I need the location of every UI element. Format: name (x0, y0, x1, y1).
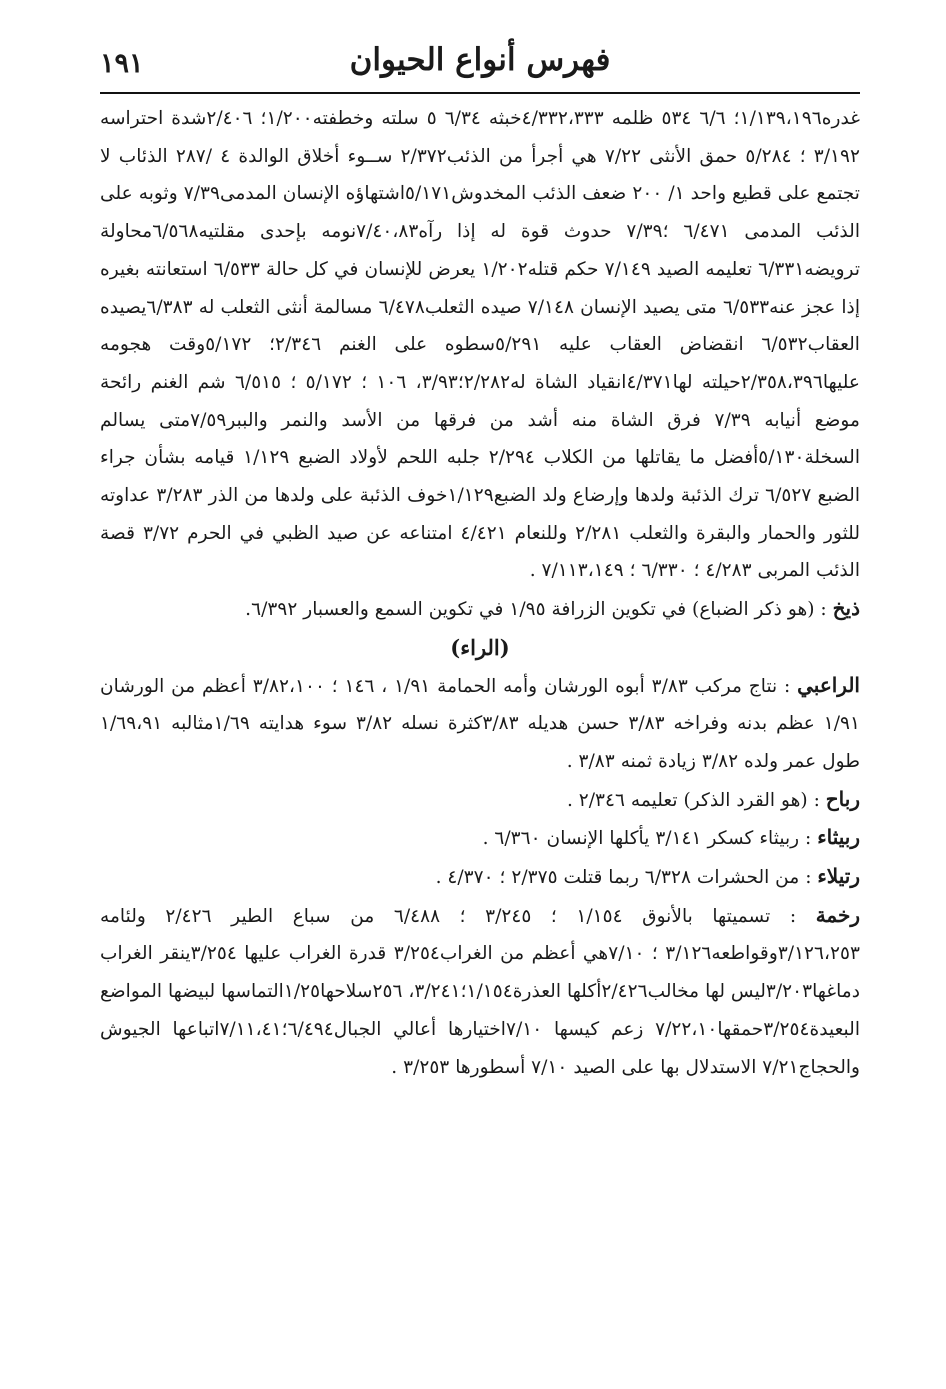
index-content (100, 94, 860, 1086)
entry-text: : ربيثاء كسكر ٣/١٤١ يأكلها الإنسان ٦/٣٦٠ . (482, 828, 818, 850)
entry-term: الراعبي (797, 672, 860, 697)
entry-term: رباح (825, 786, 860, 811)
entry-rakhama (100, 897, 860, 1087)
page-number: ١٩١ (100, 48, 144, 79)
entry-text: : من الحشرات ٦/٣٢٨ ربما قتلت ٢/٣٧٥ ؛ ٤/٣٧٠ . (435, 867, 818, 889)
entry-text: : نتاج مركب ٣/٨٣ أبوه الورشان وأمه الحمامة ١/٩١ ، ١٤٦ ؛ ٣/٨٢،١٠٠ أعظم من الورشان ١/٩١ عظم بدنه وفراخه ٣/٨٣ حسن هديله ٣/٨٣كثرة نسله ٣/٨٢ سوء هدايته ١/٦٩مثالبه ١/٦٩،٩١ طول عمر ولده ٣/٨٢ زيادة ثمنه ٣/٨٣ . (100, 675, 860, 772)
entry-rubaytha (100, 819, 860, 858)
entry-term: ذيخ (832, 596, 860, 621)
page-title: فهرس أنواع الحيوان (349, 42, 611, 78)
entry-text: : (هو القرد الذكر) تعليمه ٢/٣٤٦ . (566, 789, 826, 811)
entry-term: رخمة (815, 902, 861, 927)
section-heading-raa: (الراء) (450, 634, 510, 660)
entry-text: : (هو ذكر الضباع) في تكوين الزرافة ١/٩٥ في تكوين السمع والعسبار ٦/٣٩٢. (245, 599, 833, 621)
entry-rutayla (100, 858, 860, 897)
entry-dhaykh (100, 590, 860, 629)
entry-wolf-continued: غدره١/١٣٩،١٩٦؛ ٦/٦ ٥٣٤ ظلمه ٤/٣٣٢،٣٣٣خبثه ٦/٣٤ ٥ سلته وخطفته١/٢٠٠؛ ٢/٤٠٦شدة احتراسه ٣/١٩٢ ؛ ٥/٢٨٤ حمق الأنثى ٧/٢٢ هي أجرأ من الذئب٢/٣٧٢ ســوء أخلاق الوالدة ٤ /٢٨٧ الذئاب لا تجتمع على قطيع واحد ١/ ٢٠٠ ضعف الذئب المخدوش٥/١٧١اشتهاؤه الإنسان المدمى٧/٣٩ وثوبه على الذئب المدمى ٦/٤٧١ ؛٧/٣٩ حدوث قوة له إذا رآه٧/٤٠،٨٣نومه بإحدى مقلتيه٦/٥٦٨محاولة ترويضه٦/٣٣١ تعليمه الصيد ٧/١٤٩ حكم قتله١/٢٠٢ يعرض للإنسان في كل حالة ٦/٥٣٣ استعانته بغيره إذا عجز عنه٦/٥٣٣ متى يصيد الإنسان ٧/١٤٨ صيده الثعلب٦/٤٧٨ مسالمة أنثى الثعلب له ٦/٣٨٣يصيده العقاب٦/٥٣٢ انقضاض العقاب عليه ٥/٢٩١سطوه على الغنم ٢/٣٤٦؛ ٥/١٧٢وقت هجومه عليها٢/٣٥٨،٣٩٦حيلته لها٤/٣٧١انقياد الشاة له٢/٢٨٢؛٣/٩٣، ١٠٦ ؛ ٥/١٧٢ ؛ ٦/٥١٥ شم الغنم رائحة موضع أنيابه ٧/٣٩ فرق الشاة منه أشد من فرقها من الأسد والنمر والببر٧/٥٩متى يسالم السخلة٥/١٣٠أفضل ما يقاتلها من الكلاب ٢/٢٩٤ جلبه اللحم لأولاد الضبع ١/١٢٩ قيامه بشأن جراء الضبع ٦/٥٢٧ ترك الذئبة ولدها وإرضاع ولد الضبع١/١٢٩خوف الذئبة على ولدها من الذر ٣/٢٨٣ عداوته للثور والحمار والبقرة والثعلب ٢/٢٨١ وللنعام ٤/٤٢١ امتناعه عن صيد الظبي في الحرم ٣/٧٢ قصة الذئب المربى ٤/٢٨٣ ؛ ٦/٣٣٠ ؛ ٧/١١٣،١٤٩ . (100, 108, 861, 582)
entry-text: : تسميتها بالأنوق ١/١٥٤ ؛ ٣/٢٤٥ ؛ ٦/٤٨٨ من سباع الطير ٢/٤٢٦ ولئامه ٣/١٢٦،٢٥٣وقواطعه٣/١٢٦ ؛ ٧/١٠هي أعظم من الغراب٣/٢٥٤ قدرة الغراب عليها ٣/٢٥٤ينقر الغراب دماغها٣/٢٠٣ليس لها مخالب٢/٤٢٦أكلها العذرة١/١٥٤؛٣/٢٤١، ٢٥٦سلاحها١/٢٥التماسها لبيضها المواضع البعيدة٣/٢٥٤حمقها٧/٢٢،١٠ زعم كيسها ٧/١٠اختيارها أعالي الجبال٦/٤٩٤؛٧/١١،٤١اتباعها الجيوش والحجاج٧/٢١ الاستدلال بها على الصيد ٧/١٠ أسطورها ٣/٢٥٣ . (100, 905, 860, 1078)
page-header (100, 0, 860, 94)
entry-term: رتيلاء (817, 864, 860, 889)
entry-term: ربيثاء (817, 825, 860, 850)
entry-rubah (100, 781, 860, 820)
entry-raai (100, 667, 860, 781)
